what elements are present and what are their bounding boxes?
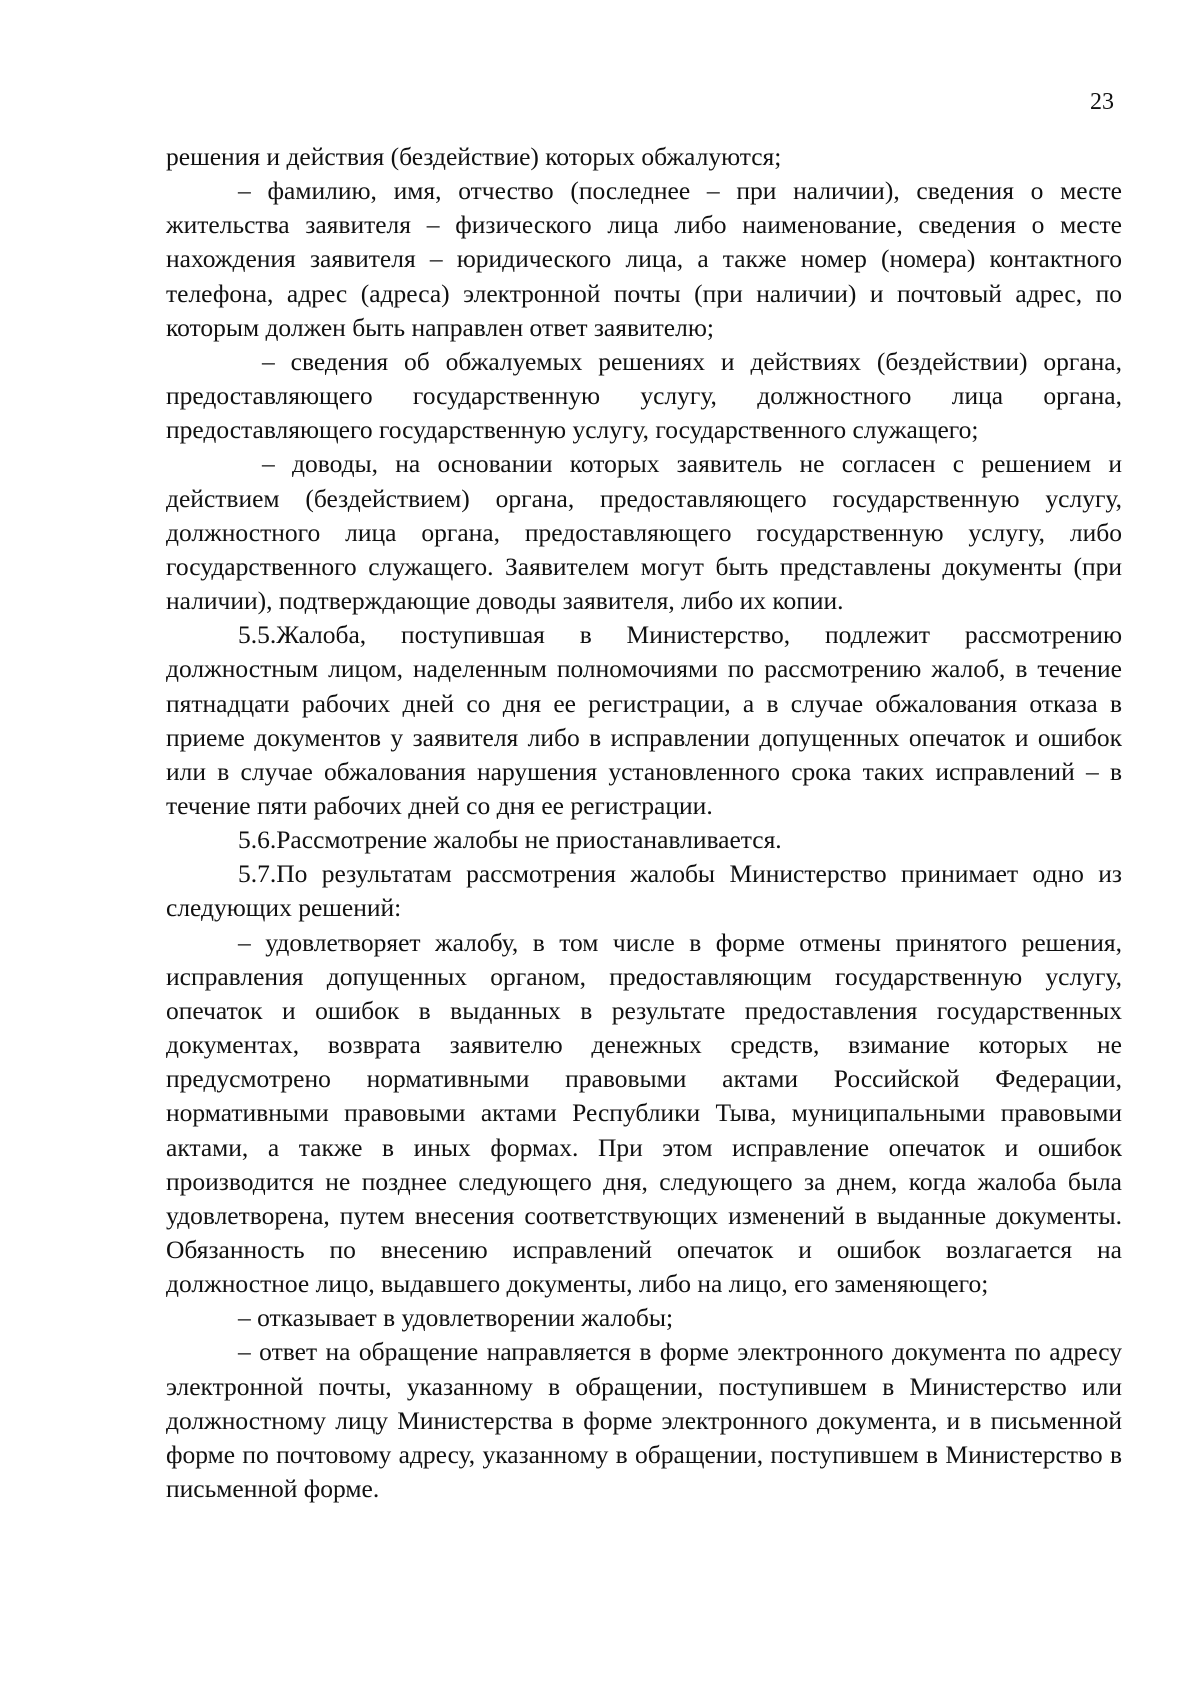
paragraph-satisfies-complaint: – удовлетворяет жалобу, в том числе в форме отмены принятого решения, исправления допущенных органом, предоставляющим государственную услугу, опечаток и ошибок в выданных в результате предоставления государственных документах, возврата заявителю денежных средств, взимание которых не предусмотрено нормативными правовыми актами Российской Федерации, нормативными правовыми актами Республики Тыва, муниципальными правовыми актами, а также в иных формах. При этом исправление опечаток и ошибок производится не позднее следующего дня, следующего за днем, когда жалоба была удовлетворена, путем внесения соответствующих изменений в выданные документы. Обязанность по внесению исправлений опечаток и ошибок возлагается на должностное лицо, выдавшего документы, либо на лицо, его заменяющего;: [166, 927, 1122, 1299]
paragraph-appealed-decisions: – сведения об обжалуемых решениях и действиях (бездействии) органа, предоставляющего государственную услугу, должностного лица органа, предоставляющего государственную услугу, государственного служащего;: [166, 346, 1122, 445]
document-body: [166, 140, 1122, 1506]
paragraph-5-5: 5.5.Жалоба, поступившая в Министерство, подлежит рассмотрению должностным лицом, наделенным полномочиями по рассмотрению жалоб, в течение пятнадцати рабочих дней со дня ее регистрации, а в случае обжалования отказа в приеме документов у заявителя либо в исправлении допущенных опечаток и ошибок или в случае обжалования нарушения установленного срока таких исправлений – в течение пяти рабочих дней со дня ее регистрации.: [166, 620, 1122, 820]
paragraph-response-form: – ответ на обращение направляется в форме электронного документа по адресу электронной почты, указанному в обращении, поступившем в Министерство или должностному лицу Министерства в форме электронного документа, и в письменной форме по почтовому адресу, указанному в обращении, поступившем в Министерство в письменной форме.: [166, 1337, 1122, 1504]
paragraph-continuation: решения и действия (бездействие) которых обжалуются;: [166, 142, 782, 171]
paragraph-refuses-complaint: – отказывает в удовлетворении жалобы;: [238, 1303, 674, 1333]
paragraph-5-7: 5.7.По результатам рассмотрения жалобы Министерство принимает одно из следующих решений:: [166, 859, 1122, 923]
paragraph-5-6: 5.6.Рассмотрение жалобы не приостанавливается.: [238, 825, 782, 855]
paragraph-applicant-info: – фамилию, имя, отчество (последнее – при наличии), сведения о месте жительства заявителя – физического лица либо наименование, сведения о месте нахождения заявителя – юридического лица, а также номер (номера) контактного телефона, адрес (адреса) электронной почты (при наличии) и почтовый адрес, по которым должен быть направлен ответ заявителю;: [166, 176, 1122, 342]
paragraph-arguments: – доводы, на основании которых заявитель не согласен с решением и действием (бездействием) органа, предоставляющего государственную услугу, должностного лица органа, предоставляющего государственную услугу, либо государственного служащего. Заявителем могут быть представлены документы (при наличии), подтверждающие доводы заявителя, либо их копии.: [166, 449, 1122, 616]
page-number: 23: [1090, 89, 1114, 115]
